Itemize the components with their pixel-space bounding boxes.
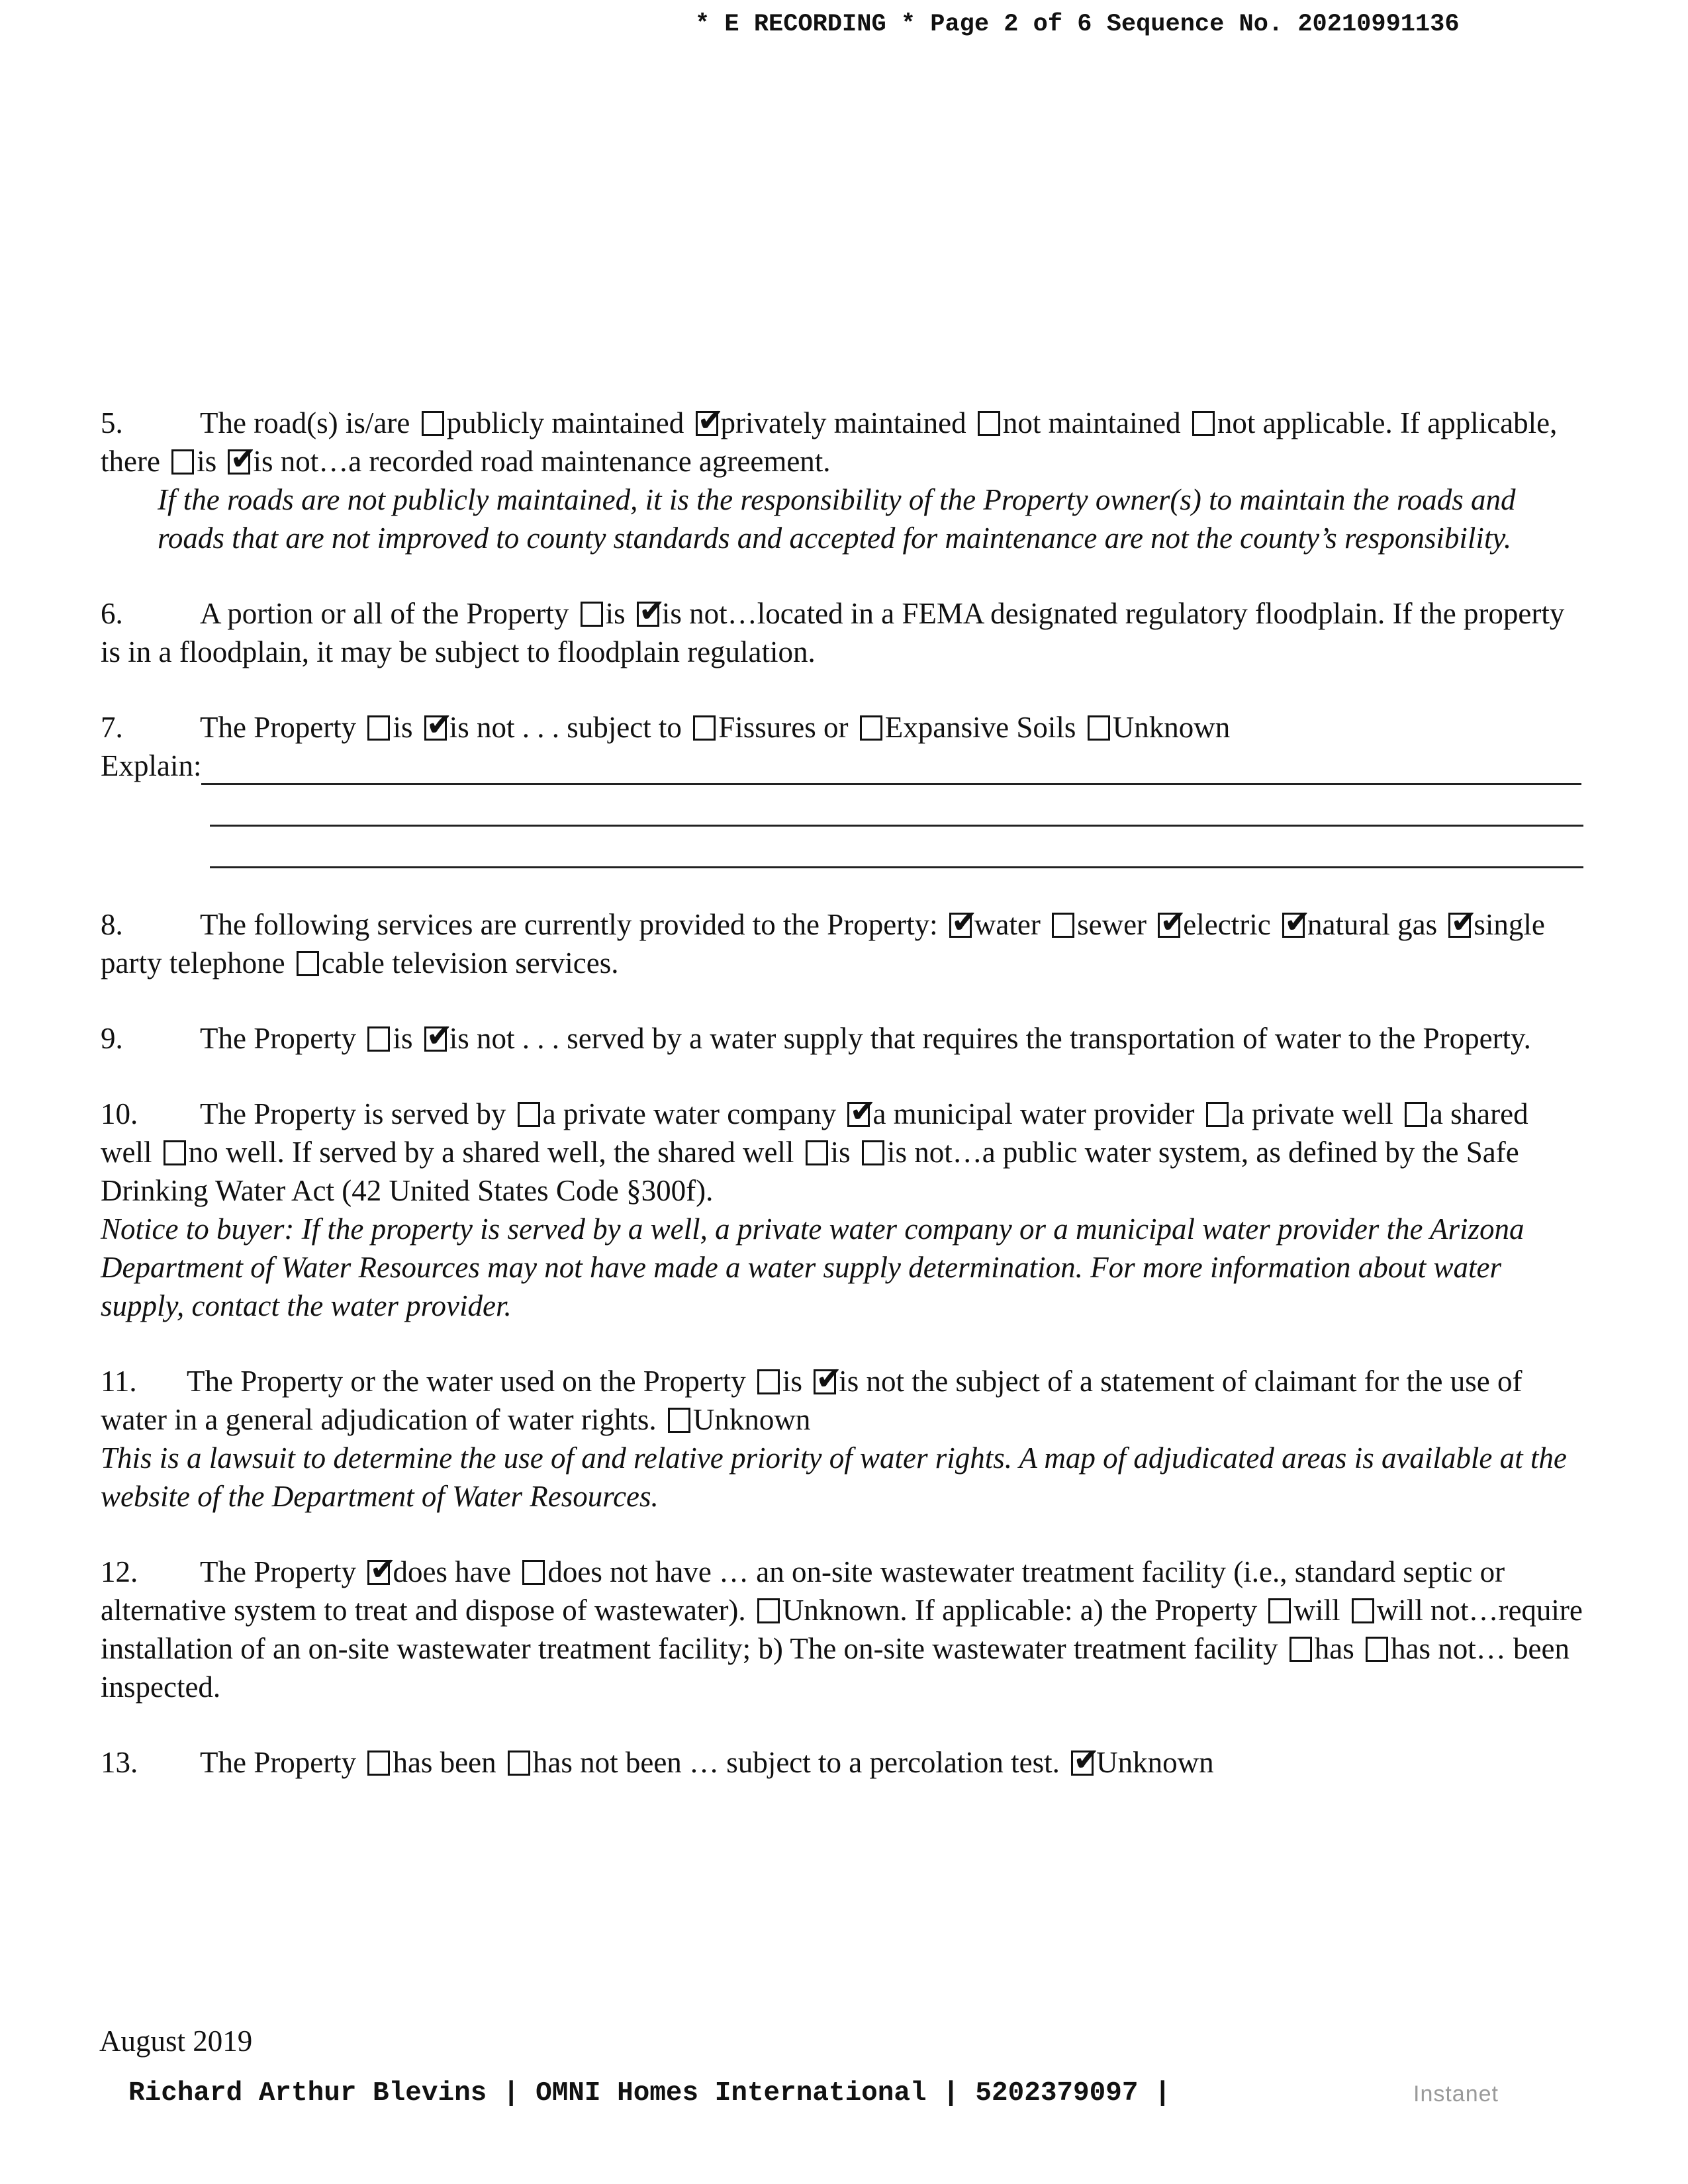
option-label: publicly maintained (446, 406, 684, 439)
explain-row (101, 747, 1583, 785)
wastewater-unknown-checkbox[interactable] (757, 1598, 780, 1623)
section-10 (101, 1095, 1583, 1325)
section-text: If applicable, there (101, 406, 1558, 478)
option-label: is (197, 445, 217, 478)
floodplain-is-not-checkbox[interactable] (637, 602, 659, 627)
option-label: cable television services. (321, 946, 619, 979)
option-label: a municipal water provider (872, 1097, 1195, 1130)
no-well-checkbox[interactable] (164, 1140, 186, 1165)
section-text: The following services are currently provided to the Property: (200, 908, 938, 941)
wastewater-does-have-checkbox[interactable] (367, 1560, 390, 1585)
option-label: is (605, 597, 626, 630)
option-label: Unknown (692, 1403, 811, 1436)
percolation-has-been-checkbox[interactable] (367, 1751, 390, 1776)
section-13 (101, 1743, 1583, 1782)
soils-unknown-checkbox[interactable] (1088, 715, 1110, 741)
section-number: 11. (101, 1365, 137, 1398)
option-label: single party telephone (101, 908, 1545, 979)
section-text: If the property is in a floodplain, it may be subject to floodplain regulation. (101, 597, 1565, 668)
option-label: will (1293, 1594, 1340, 1627)
option-label: is (393, 1022, 413, 1055)
percolation-has-not-been-checkbox[interactable] (508, 1751, 530, 1776)
option-label: a shared well (101, 1097, 1528, 1169)
adjudication-unknown-checkbox[interactable] (668, 1408, 690, 1433)
explain-input-line[interactable] (201, 754, 1581, 785)
option-label: has not been … subject to a percolation test. (532, 1746, 1060, 1779)
section-number: 8. (101, 908, 123, 941)
option-label: a private water company (542, 1097, 837, 1130)
section-text: The road(s) is/are (200, 406, 410, 439)
municipal-water-provider-checkbox[interactable] (847, 1102, 870, 1127)
section-note: This is a lawsuit to determine the use of and relative priority of water rights. A map of adjudicated areas is available at the website of the Department of Water Resources. (101, 1441, 1567, 1513)
sewer-service-checkbox[interactable] (1052, 913, 1074, 938)
option-label: is not…a public water system, as defined by the Safe Drinking Water Act (42 United States Code §300f). (101, 1136, 1519, 1207)
section-number: 12. (101, 1555, 138, 1588)
installation-will-checkbox[interactable] (1268, 1598, 1291, 1623)
option-label: no well. (188, 1136, 285, 1169)
option-label: privately maintained (720, 406, 966, 439)
form-date: August 2019 (99, 2025, 253, 2058)
public-water-system-is-checkbox[interactable] (806, 1140, 828, 1165)
agent-signature-line: Richard Arthur Blevins | OMNI Homes International | 5202379097 | (128, 2078, 1171, 2109)
instanet-watermark: Instanet (1413, 2081, 1499, 2107)
section-text: The Property (200, 1746, 357, 1779)
floodplain-is-checkbox[interactable] (581, 602, 603, 627)
explain-label: Explain: (101, 749, 202, 782)
cable-tv-service-checkbox[interactable] (297, 951, 319, 976)
disclosure-body (101, 404, 1583, 1819)
option-label: not maintained (1002, 406, 1181, 439)
option-label: a private well (1231, 1097, 1393, 1130)
section-6 (101, 594, 1583, 671)
section-number: 5. (101, 406, 123, 439)
section-text: The Property is served by (200, 1097, 506, 1130)
shared-well-checkbox[interactable] (1405, 1102, 1427, 1127)
inspected-has-not-checkbox[interactable] (1366, 1637, 1388, 1662)
fissures-checkbox[interactable] (693, 715, 716, 741)
explain-input-line-3[interactable] (210, 827, 1583, 868)
option-label: does not have … an on-site wastewater treatment facility (i.e., standard septic or alternative system to treat and dispose of wastewater). (101, 1555, 1505, 1627)
section-number: 13. (101, 1746, 138, 1779)
section-text: If served by a shared well, the shared well (291, 1136, 794, 1169)
option-label: is not…located in a FEMA designated regulatory floodplain. (661, 597, 1385, 630)
option-label: electric (1183, 908, 1271, 941)
wastewater-does-not-have-checkbox[interactable] (522, 1560, 545, 1585)
section-number: 10. (101, 1097, 138, 1130)
expansive-soils-checkbox[interactable] (860, 715, 882, 741)
section-text: The Property (200, 1555, 357, 1588)
private-well-checkbox[interactable] (1206, 1102, 1229, 1127)
not-applicable-checkbox[interactable] (1192, 411, 1215, 436)
public-water-system-is-not-checkbox[interactable] (862, 1140, 884, 1165)
section-text: If applicable: a) the Property (914, 1594, 1258, 1627)
section-12 (101, 1553, 1583, 1706)
option-label: is (782, 1365, 803, 1398)
water-transport-is-checkbox[interactable] (367, 1026, 390, 1052)
section-text: The Property (200, 711, 357, 744)
installation-will-not-checkbox[interactable] (1352, 1598, 1374, 1623)
soils-is-not-checkbox[interactable] (424, 715, 447, 741)
section-text: The Property or the water used on the Property (187, 1365, 746, 1398)
privately-maintained-checkbox[interactable] (696, 411, 718, 436)
road-agreement-is-not-checkbox[interactable] (228, 449, 250, 475)
option-label: is (393, 711, 413, 744)
option-label: is not…a recorded road maintenance agreement. (253, 445, 831, 478)
road-agreement-is-checkbox[interactable] (171, 449, 194, 475)
option-label: is not the subject of a statement of claimant for the use of water in a general adjudication of water rights. (101, 1365, 1523, 1436)
section-5 (101, 404, 1583, 557)
adjudication-is-not-checkbox[interactable] (814, 1369, 836, 1394)
section-note: If the roads are not publicly maintained, it is the responsibility of the Property owner(s) to maintain the roads and roads that are not improved to county standards and accepted for maintenance are not the county’s responsibility. (158, 483, 1516, 555)
adjudication-is-checkbox[interactable] (757, 1369, 780, 1394)
percolation-unknown-checkbox[interactable] (1071, 1751, 1094, 1776)
water-transport-is-not-checkbox[interactable] (424, 1026, 447, 1052)
option-label: is not . . . served by a water supply that requires the transportation of water to the Property. (449, 1022, 1531, 1055)
section-number: 6. (101, 597, 123, 630)
option-label: Expansive Soils (884, 711, 1076, 744)
publicly-maintained-checkbox[interactable] (422, 411, 444, 436)
option-label: Fissures or (718, 711, 849, 744)
section-11 (101, 1362, 1583, 1516)
option-label: water (974, 908, 1041, 941)
explain-input-line-2[interactable] (210, 785, 1583, 827)
option-label: is not . . . subject to (449, 711, 682, 744)
option-label: Unknown (1096, 1746, 1214, 1779)
option-label: has not… been inspected. (101, 1632, 1570, 1704)
section-number: 7. (101, 711, 123, 744)
recording-header: * E RECORDING * Page 2 of 6 Sequence No. 20210991136 (695, 11, 1460, 38)
soils-is-checkbox[interactable] (367, 715, 390, 741)
option-label: has (1314, 1632, 1354, 1665)
option-label: has been (393, 1746, 496, 1779)
electric-service-checkbox[interactable] (1158, 913, 1180, 938)
option-label: sewer (1077, 908, 1147, 941)
option-label: is (830, 1136, 851, 1169)
section-number: 9. (101, 1022, 123, 1055)
section-9 (101, 1019, 1583, 1058)
inspected-has-checkbox[interactable] (1289, 1637, 1312, 1662)
private-water-company-checkbox[interactable] (518, 1102, 540, 1127)
option-label: not applicable. (1217, 406, 1393, 439)
option-label: natural gas (1307, 908, 1438, 941)
section-text: The Property (200, 1022, 357, 1055)
option-label: Unknown. (782, 1594, 908, 1627)
section-note: Notice to buyer: If the property is served by a well, a private water company or a municipal water provider the Arizona Department of Water Resources may not have made a water supply determination. For more information about water supply, contact the water provider. (101, 1212, 1524, 1322)
option-label: will not…require installation of an on-site wastewater treatment facility; b) The on-site wastewater treatment facility (101, 1594, 1583, 1665)
section-text: A portion or all of the Property (200, 597, 569, 630)
section-8 (101, 905, 1583, 982)
telephone-service-checkbox[interactable] (1448, 913, 1471, 938)
natural-gas-service-checkbox[interactable] (1282, 913, 1305, 938)
water-service-checkbox[interactable] (949, 913, 972, 938)
not-maintained-checkbox[interactable] (978, 411, 1000, 436)
option-label: Unknown (1112, 711, 1231, 744)
section-7 (101, 708, 1583, 868)
option-label: does have (393, 1555, 512, 1588)
